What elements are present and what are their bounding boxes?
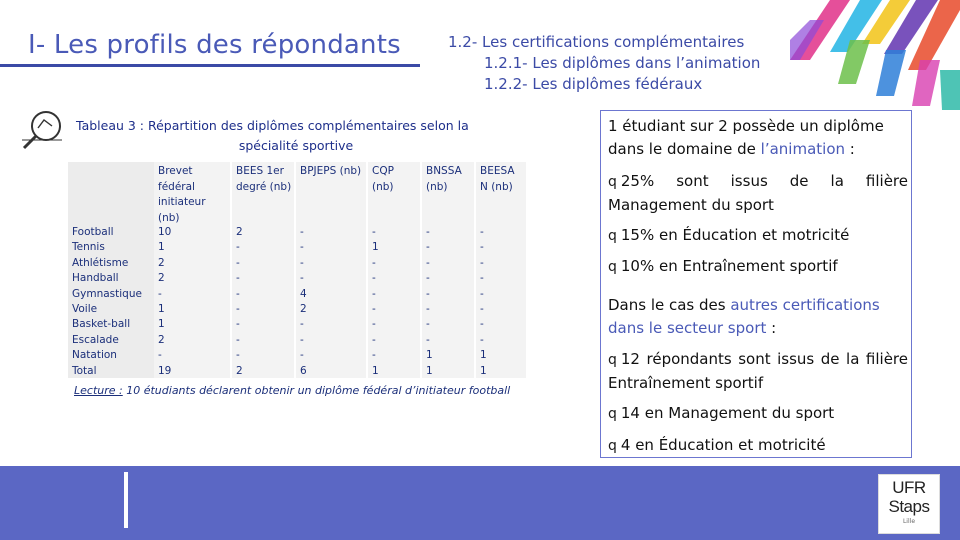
bullet-item <box>608 348 908 395</box>
table-column-header: BPJEPS (nb) <box>300 165 362 177</box>
table-column-header: CQP (nb) <box>372 165 394 193</box>
table-cell: - <box>236 272 240 285</box>
intro-part-c: : <box>845 140 855 158</box>
footer-divider <box>124 472 128 528</box>
decorative-ribbon <box>790 0 960 110</box>
table-cell: - <box>372 349 376 362</box>
table-cell: 2 <box>236 226 243 238</box>
logo-line3: Lille <box>902 518 916 525</box>
table-cell: 6 <box>300 364 307 377</box>
table-row-label: Tennis <box>72 241 105 254</box>
bullet-text: 4 en Éducation et motricité <box>620 436 826 454</box>
table-cell: - <box>480 318 484 331</box>
bullet-text: 15% en Éducation et motricité <box>620 226 850 244</box>
table-cell: 2 <box>158 256 165 269</box>
footer-band <box>0 466 960 540</box>
table-cell: - <box>426 303 430 315</box>
table-cell: - <box>480 256 484 269</box>
table-cell: - <box>300 349 304 362</box>
table-cell: - <box>372 303 376 315</box>
note-prefix: Lecture : <box>74 384 123 397</box>
table-cell: 1 <box>426 349 433 362</box>
bullet-text: 14 en Management du sport <box>620 404 835 422</box>
panel-second-intro <box>608 294 908 340</box>
ufr-staps-logo <box>878 474 940 534</box>
table-cell: - <box>236 303 240 315</box>
table-cell: 1 <box>372 364 379 377</box>
table-cell: 2 <box>300 303 307 315</box>
table-cell: 1 <box>372 241 379 254</box>
table-cell: 1 <box>158 318 165 331</box>
table-cell: - <box>372 318 376 331</box>
table-row-label: Natation <box>72 349 117 362</box>
table-cell: 19 <box>158 364 172 377</box>
table-cell: - <box>236 318 240 331</box>
panel-intro <box>608 115 908 161</box>
table-cell: - <box>480 272 484 285</box>
note-text: 10 étudiants déclarent obtenir un diplôme fédéral d’initiateur football <box>122 384 511 397</box>
table-cell: 1 <box>480 364 487 377</box>
bullet-text: 10% en Entraînement sportif <box>620 257 838 275</box>
magnifier-icon <box>16 104 68 154</box>
table-caption-line1: Tableau 3 : Répartition des diplômes complémentaires selon la <box>76 118 469 133</box>
table-cell: 1 <box>158 241 165 254</box>
intro-part-b: possède un diplôme dans le domaine de <box>608 117 884 158</box>
table-cell: 2 <box>158 333 165 346</box>
bullet-text: 12 répondants sont issus de la filière Entraînement sportif <box>608 350 908 392</box>
table-cell: - <box>426 318 430 331</box>
table-cell: - <box>300 272 304 285</box>
table-cell: 1 <box>426 364 433 377</box>
table-row-label: Football <box>72 226 114 238</box>
bullet-text: 25% sont issus de la filière Management du sport <box>608 172 908 214</box>
logo-line1: UFR <box>892 478 926 497</box>
table-cell: - <box>300 226 304 238</box>
table-cell: - <box>300 333 304 346</box>
table-cell: - <box>158 287 162 300</box>
table-row-label: Voile <box>72 303 98 315</box>
table-cell: - <box>372 272 376 285</box>
bullet-checkbox-icon: q <box>608 174 617 190</box>
table-cell: - <box>158 349 162 362</box>
bullet-item <box>608 224 908 248</box>
bullet-checkbox-icon: q <box>608 352 617 368</box>
table-row-label: Gymnastique <box>72 287 142 300</box>
bullet-item <box>608 170 908 217</box>
table-cell: - <box>426 226 430 238</box>
table-cell: - <box>236 241 240 254</box>
table-cell: - <box>300 241 304 254</box>
table-cell: - <box>480 287 484 300</box>
table-cell: - <box>372 287 376 300</box>
table-cell: 2 <box>158 272 165 285</box>
table-row-label: Escalade <box>72 333 119 346</box>
table-cell: 2 <box>236 364 243 377</box>
second-part-a: Dans le cas des <box>608 296 731 314</box>
table-note <box>74 384 510 397</box>
subtitle-federal: 1.2.2- Les diplômes fédéraux <box>484 75 703 93</box>
table-cell: 1 <box>480 349 487 362</box>
subtitle-certifications: 1.2- Les certifications complémentaires <box>448 33 745 51</box>
table-cell: - <box>426 272 430 285</box>
second-part-c: : <box>766 319 777 337</box>
table-row-label: Handball <box>72 272 119 285</box>
table-caption <box>76 116 516 156</box>
table-cell: - <box>372 226 376 238</box>
table-cell: 4 <box>300 287 307 300</box>
table-cell: - <box>480 333 484 346</box>
bullet-item <box>608 255 908 279</box>
table-cell: - <box>236 256 240 269</box>
table-cell: - <box>372 256 376 269</box>
table-column-header: BEESA N (nb) <box>480 165 515 193</box>
table-cell: 1 <box>158 303 165 315</box>
subtitle-animation: 1.2.1- Les diplômes dans l’animation <box>484 54 761 72</box>
page-title: I- Les profils des répondants <box>28 30 401 60</box>
table-column-header: BNSSA (nb) <box>426 165 462 193</box>
table-row-label: Total <box>72 364 97 377</box>
table-cell: - <box>300 256 304 269</box>
table-cell: - <box>236 349 240 362</box>
table-caption-line2: spécialité sportive <box>238 138 354 153</box>
second-highlight: autres certifications dans le secteur sport <box>608 296 880 337</box>
logo-line2: Staps <box>888 497 930 516</box>
table-cell: - <box>236 287 240 300</box>
table-cell: - <box>480 303 484 315</box>
table-cell: - <box>426 241 430 254</box>
intro-highlight: l’animation <box>760 140 846 158</box>
table-column-header: Brevet fédéral initiateur (nb) <box>158 165 206 224</box>
bullet-item <box>608 434 908 458</box>
table-cell: - <box>480 226 484 238</box>
table-cell: - <box>300 318 304 331</box>
table-cell: 10 <box>158 226 172 238</box>
table-cell: - <box>480 241 484 254</box>
table-cell: - <box>426 256 430 269</box>
intro-part-a: 1 étudiant sur 2 <box>608 117 733 135</box>
table-cell: - <box>372 333 376 346</box>
table-cell: - <box>236 333 240 346</box>
table-row-label: Athlétisme <box>72 256 129 269</box>
bullet-checkbox-icon: q <box>608 259 617 275</box>
title-underline <box>0 64 420 67</box>
bullet-checkbox-icon: q <box>608 406 617 422</box>
table-row-label: Basket-ball <box>72 318 131 331</box>
table-cell: - <box>426 287 430 300</box>
bullet-item <box>608 402 908 426</box>
bullet-checkbox-icon: q <box>608 438 617 454</box>
table-cell: - <box>426 333 430 346</box>
bullet-checkbox-icon: q <box>608 228 617 244</box>
table-column-header: BEES 1er degré (nb) <box>236 165 292 193</box>
table-col-bg-3 <box>296 162 366 378</box>
